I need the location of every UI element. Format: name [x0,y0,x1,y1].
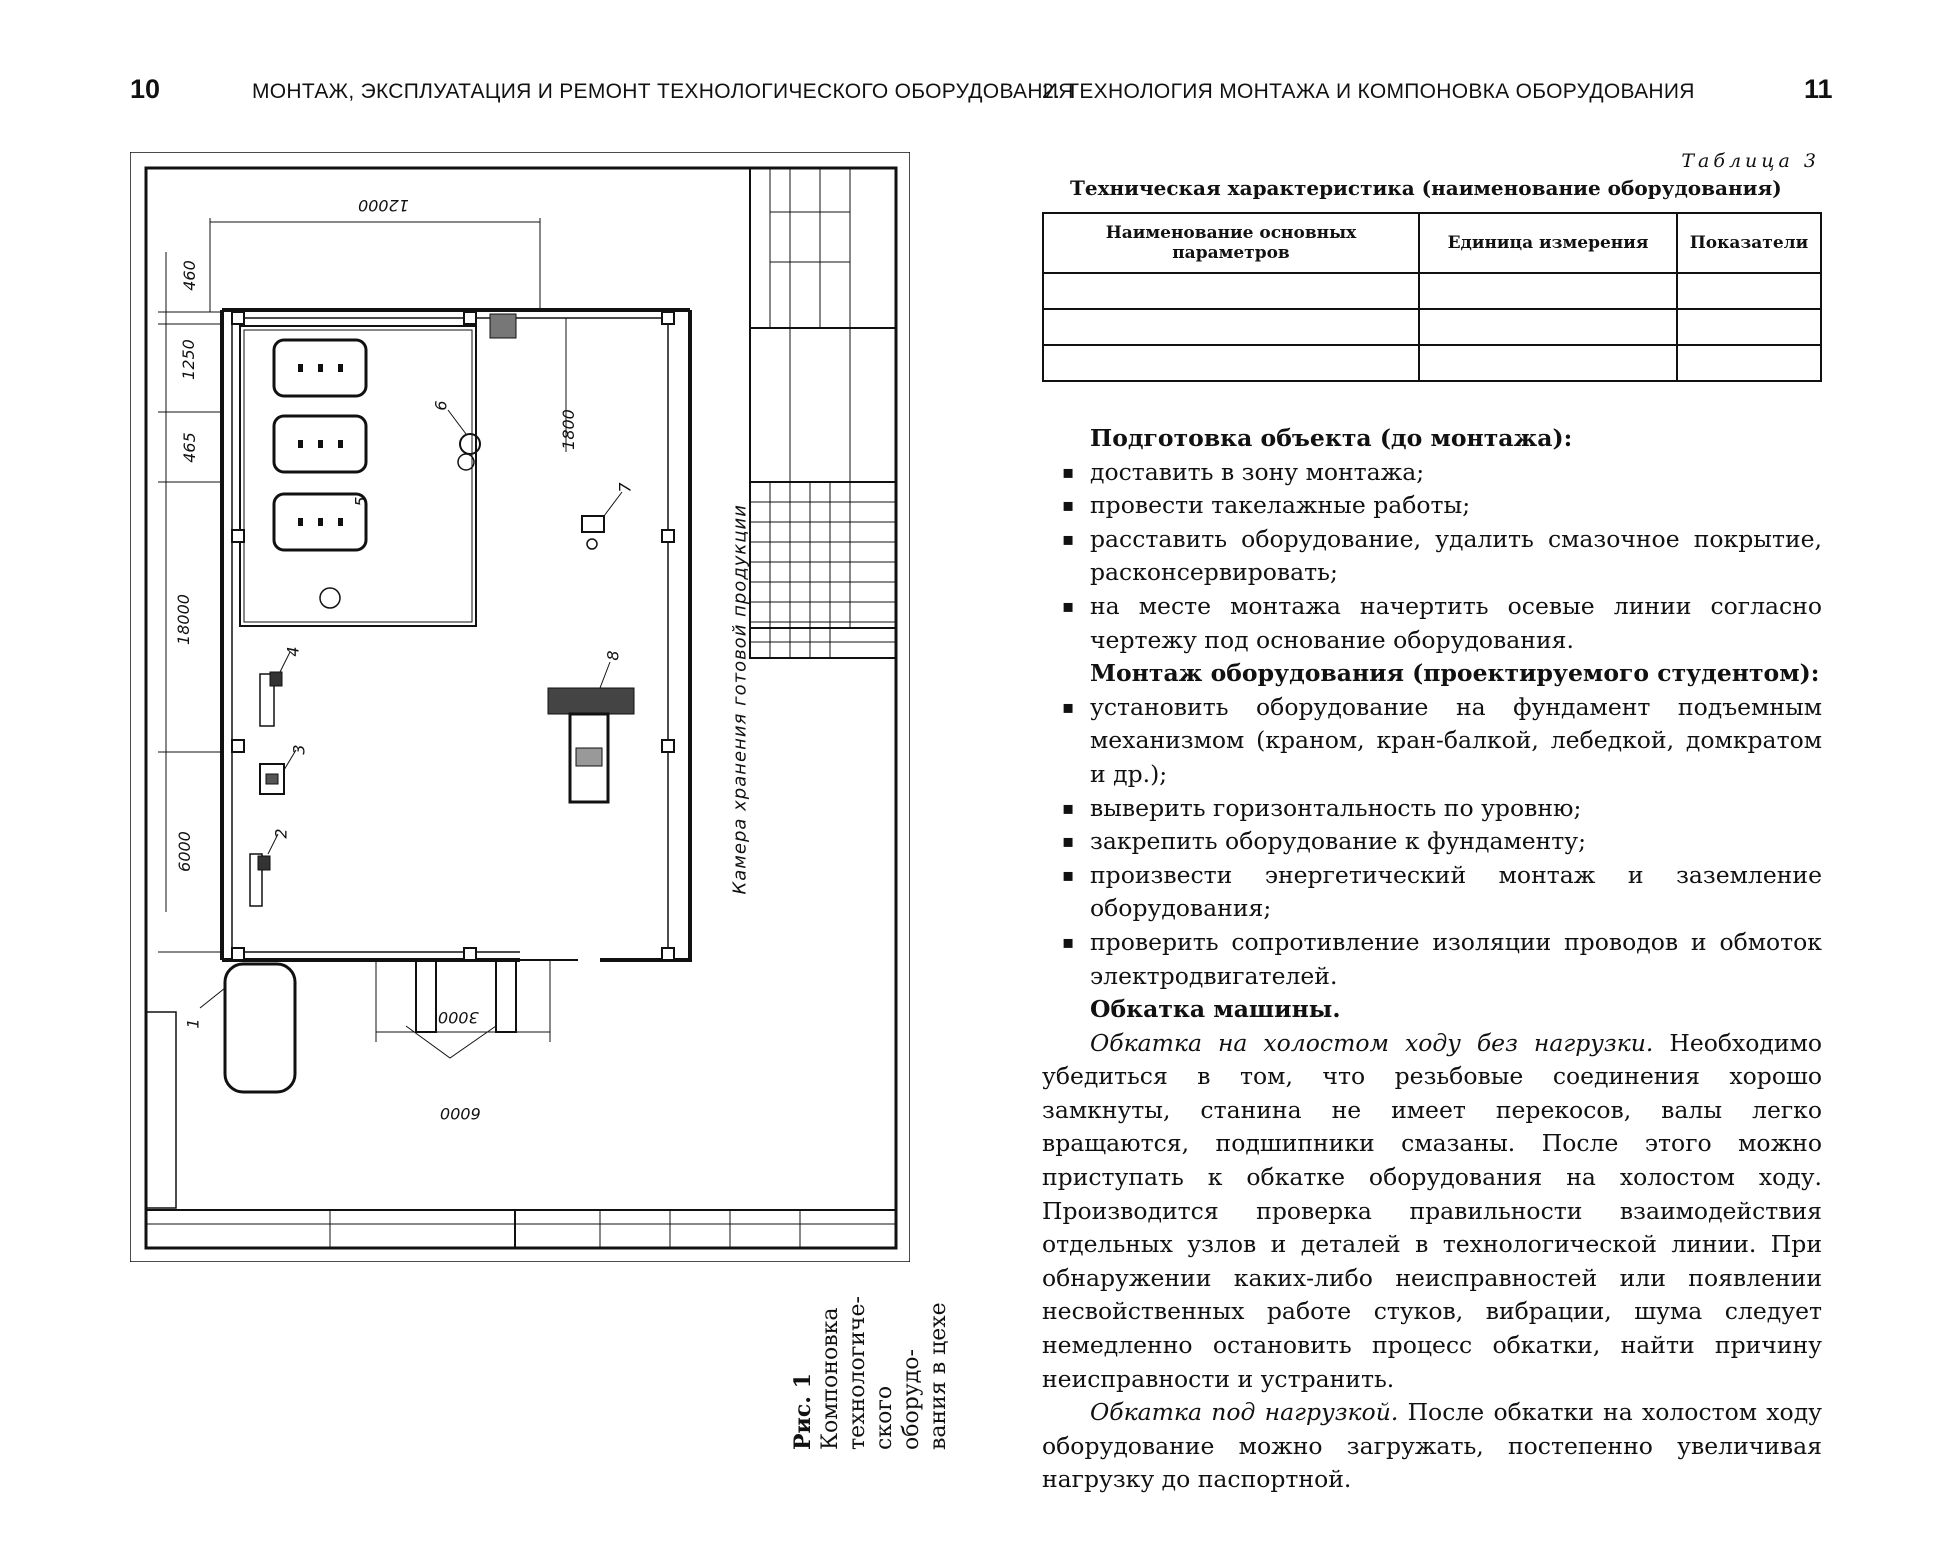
dim-465: 465 [179,432,199,463]
body-text [1042,422,1822,1497]
table-row [1043,345,1821,381]
dim-width-top: 12000 [358,196,409,215]
paragraph [1042,1027,1822,1397]
figure-caption [790,1296,952,1450]
figure-caption-line: ского оборудо- [872,1349,924,1450]
item-number-3: 3 [289,744,309,755]
table-header: Единица измерения [1419,213,1677,273]
table-row [1043,309,1821,345]
right-page [1000,0,1942,1558]
figure-caption-line: технологиче- [845,1296,870,1450]
figure-label: Рис. 1 [790,1373,816,1450]
bullet-list [1042,456,1822,658]
list-item: ▪ провести такелажные работы; [1042,489,1822,523]
italic-lead: Обкатка на холостом ходу без нагрузки. [1090,1028,1654,1057]
list-item: ▪ закрепить оборудование к фундаменту; [1042,825,1822,859]
item-number-8: 8 [603,650,623,661]
list-item: ▪ проверить сопротивление изоляции проводов и обмоток электродвигателей. [1042,926,1822,993]
section-heading: Монтаж оборудования (проектируемого студентом): [1090,659,1820,688]
page-number: 10 [130,74,161,104]
page-number: 11 [1804,74,1833,104]
item-number-5: 5 [351,496,371,507]
room-label: Камера хранения готовой продукции [729,504,751,895]
layout-drawing [130,152,910,1262]
paragraph [1042,1396,1822,1497]
item-number-4: 4 [283,646,303,657]
figure-caption-line: вания в цехе [926,1302,951,1450]
item-number-2: 2 [271,828,291,839]
table-title: Техническая характеристика (наименование оборудования) [1070,176,1782,200]
list-item: ▪ установить оборудование на фундамент подъемным механизмом (краном, кран-балкой, лебедкой, домкратом и др.); [1042,691,1822,792]
dim-18000: 18000 [173,594,193,645]
spec-table [1042,212,1822,382]
figure-caption-line: Компоновка [818,1307,843,1450]
table-label: Таблица 3 [1681,150,1820,172]
dim-6000-bottom: 6000 [440,1104,481,1123]
section-heading: Обкатка машины. [1090,995,1341,1024]
running-head: МОНТАЖ, ЭКСПЛУАТАЦИЯ И РЕМОНТ ТЕХНОЛОГИЧЕСКОГО ОБОРУДОВАНИЯ [252,80,1074,103]
item-number-1: 1 [183,1018,203,1029]
table-header: Показатели [1677,213,1821,273]
paragraph-text: После обкатки на холостом ходу оборудование можно загружать, постепенно увеличивая нагрузку до паспортной. [1042,1398,1822,1494]
item-number-6: 6 [431,400,451,411]
table-row [1043,273,1821,309]
italic-lead: Обкатка под нагрузкой. [1090,1398,1399,1427]
paragraph-text: Необходимо убедиться в том, что резьбовые соединения хорошо замкнуты, станина не имеет перекосов, валы легко вращаются, подшипники смазаны. После этого можно приступать к обкатке оборудования на холостом ходу. Производится проверка правильности взаимодействия отдельных узлов и деталей в технологической линии. При обнаружении каких-либо неисправностей или появлении несвойственных работе стуков, вибрации, шума следует немедленно остановить процесс обкатки, найти причину неисправности и устранить. [1042,1028,1822,1393]
bullet-list [1042,691,1822,993]
dim-1800: 1800 [558,409,578,450]
list-item: ▪ на месте монтажа начертить осевые линии согласно чертежу под основание оборудования. [1042,590,1822,657]
list-item: ▪ расставить оборудование, удалить смазочное покрытие, расконсервировать; [1042,523,1822,590]
list-item: ▪ выверить горизонтальность по уровню; [1042,792,1822,826]
table-header: Наименование основных параметров [1043,213,1419,273]
dim-3000: 3000 [438,1008,479,1027]
item-number-7: 7 [615,482,635,493]
dim-460: 460 [179,260,199,291]
running-head: 2. ТЕХНОЛОГИЯ МОНТАЖА И КОМПОНОВКА ОБОРУДОВАНИЯ [1042,80,1695,103]
list-item: ▪ доставить в зону монтажа; [1042,456,1822,490]
dim-1250: 1250 [178,339,198,380]
list-item: ▪ произвести энергетический монтаж и заземление оборудования; [1042,859,1822,926]
dim-6000-left: 6000 [174,831,194,872]
section-heading: Подготовка объекта (до монтажа): [1090,424,1573,452]
